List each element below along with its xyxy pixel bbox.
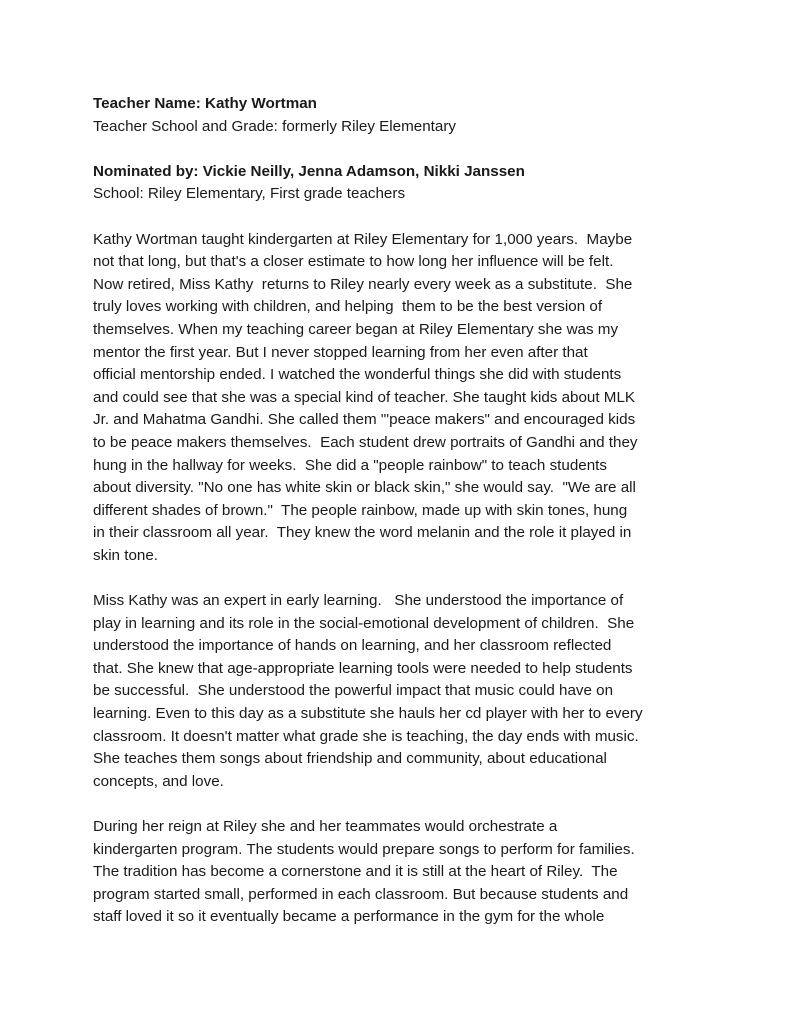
paragraph-line: and could see that she was a special kind of teacher. She taught kids about MLK bbox=[93, 388, 636, 406]
paragraph-line: different shades of brown." The people rainbow, made up with skin tones, hung bbox=[93, 501, 628, 519]
paragraph-2 bbox=[93, 590, 733, 793]
paragraph-line: During her reign at Riley she and her teammates would orchestrate a bbox=[93, 818, 558, 835]
paragraph-line: mentor the first year. But I never stopped learning from her even after that bbox=[93, 343, 588, 361]
paragraph-line: kindergarten program. The students would prepare songs to perform for families. bbox=[93, 840, 635, 858]
paragraph-line: Kathy Wortman taught kindergarten at Riley Elementary for 1,000 years. Maybe bbox=[93, 230, 633, 248]
paragraph-line: classroom. It doesn't matter what grade she is teaching, the day ends with music. bbox=[93, 727, 639, 745]
paragraph-line: concepts, and love. bbox=[93, 772, 224, 790]
spacer bbox=[93, 206, 733, 229]
paragraph-line: about diversity. "No one has white skin or black skin," she would say. "We are all bbox=[93, 479, 636, 497]
paragraph-line: to be peace makers themselves. Each student drew portraits of Gandhi and they bbox=[93, 433, 638, 451]
paragraph-line: truly loves working with children, and helping them to be the best version of bbox=[93, 298, 603, 316]
nominated-by: Nominated by: Vickie Neilly, Jenna Adamson, Nikki Janssen bbox=[93, 162, 525, 180]
document-page bbox=[93, 93, 733, 929]
paragraph-line: Jr. and Mahatma Gandhi. She called them "'peace makers" and encouraged kids bbox=[93, 411, 636, 429]
paragraph-line: learning. Even to this day as a substitute she hauls her cd player with her to every bbox=[93, 705, 643, 723]
spacer bbox=[93, 138, 733, 161]
paragraph-line: program started small, performed in each classroom. But because students and bbox=[93, 885, 629, 903]
paragraph-line: skin tone. bbox=[93, 546, 159, 564]
paragraph-line: understood the importance of hands on learning, and her classroom reflected bbox=[93, 637, 612, 655]
paragraph-line: not that long, but that's a closer estimate to how long her influence will be felt. bbox=[93, 253, 614, 271]
paragraph-line: official mentorship ended. I watched the wonderful things she did with students bbox=[93, 366, 622, 384]
spacer bbox=[93, 567, 733, 590]
paragraph-3 bbox=[93, 816, 733, 929]
paragraph-line: themselves. When my teaching career began at Riley Elementary she was my bbox=[93, 320, 619, 338]
paragraph-line: She teaches them songs about friendship and community, about educational bbox=[93, 750, 607, 768]
paragraph-1 bbox=[93, 229, 733, 568]
paragraph-line: in their classroom all year. They knew the word melanin and the role it played in bbox=[93, 524, 632, 542]
teacher-school: Teacher School and Grade: formerly Riley Elementary bbox=[93, 117, 456, 135]
paragraph-line: The tradition has become a cornerstone and it is still at the heart of Riley. The bbox=[93, 863, 618, 881]
paragraph-line: be successful. She understood the powerful impact that music could have on bbox=[93, 682, 614, 700]
paragraph-line: that. She knew that age-appropriate learning tools were needed to help students bbox=[93, 659, 633, 677]
spacer bbox=[93, 793, 733, 816]
paragraph-line: Now retired, Miss Kathy returns to Riley nearly every week as a substitute. She bbox=[93, 275, 633, 293]
paragraph-line: hung in the hallway for weeks. She did a "people rainbow" to teach students bbox=[93, 456, 607, 474]
paragraph-line: play in learning and its role in the social-emotional development of children. She bbox=[93, 614, 635, 632]
paragraph-line: Miss Kathy was an expert in early learning. She understood the importance of bbox=[93, 592, 624, 610]
teacher-name: Teacher Name: Kathy Wortman bbox=[93, 95, 317, 112]
nominator-school: School: Riley Elementary, First grade teachers bbox=[93, 185, 406, 203]
paragraph-line: staff loved it so it eventually became a performance in the gym for the whole bbox=[93, 908, 605, 926]
